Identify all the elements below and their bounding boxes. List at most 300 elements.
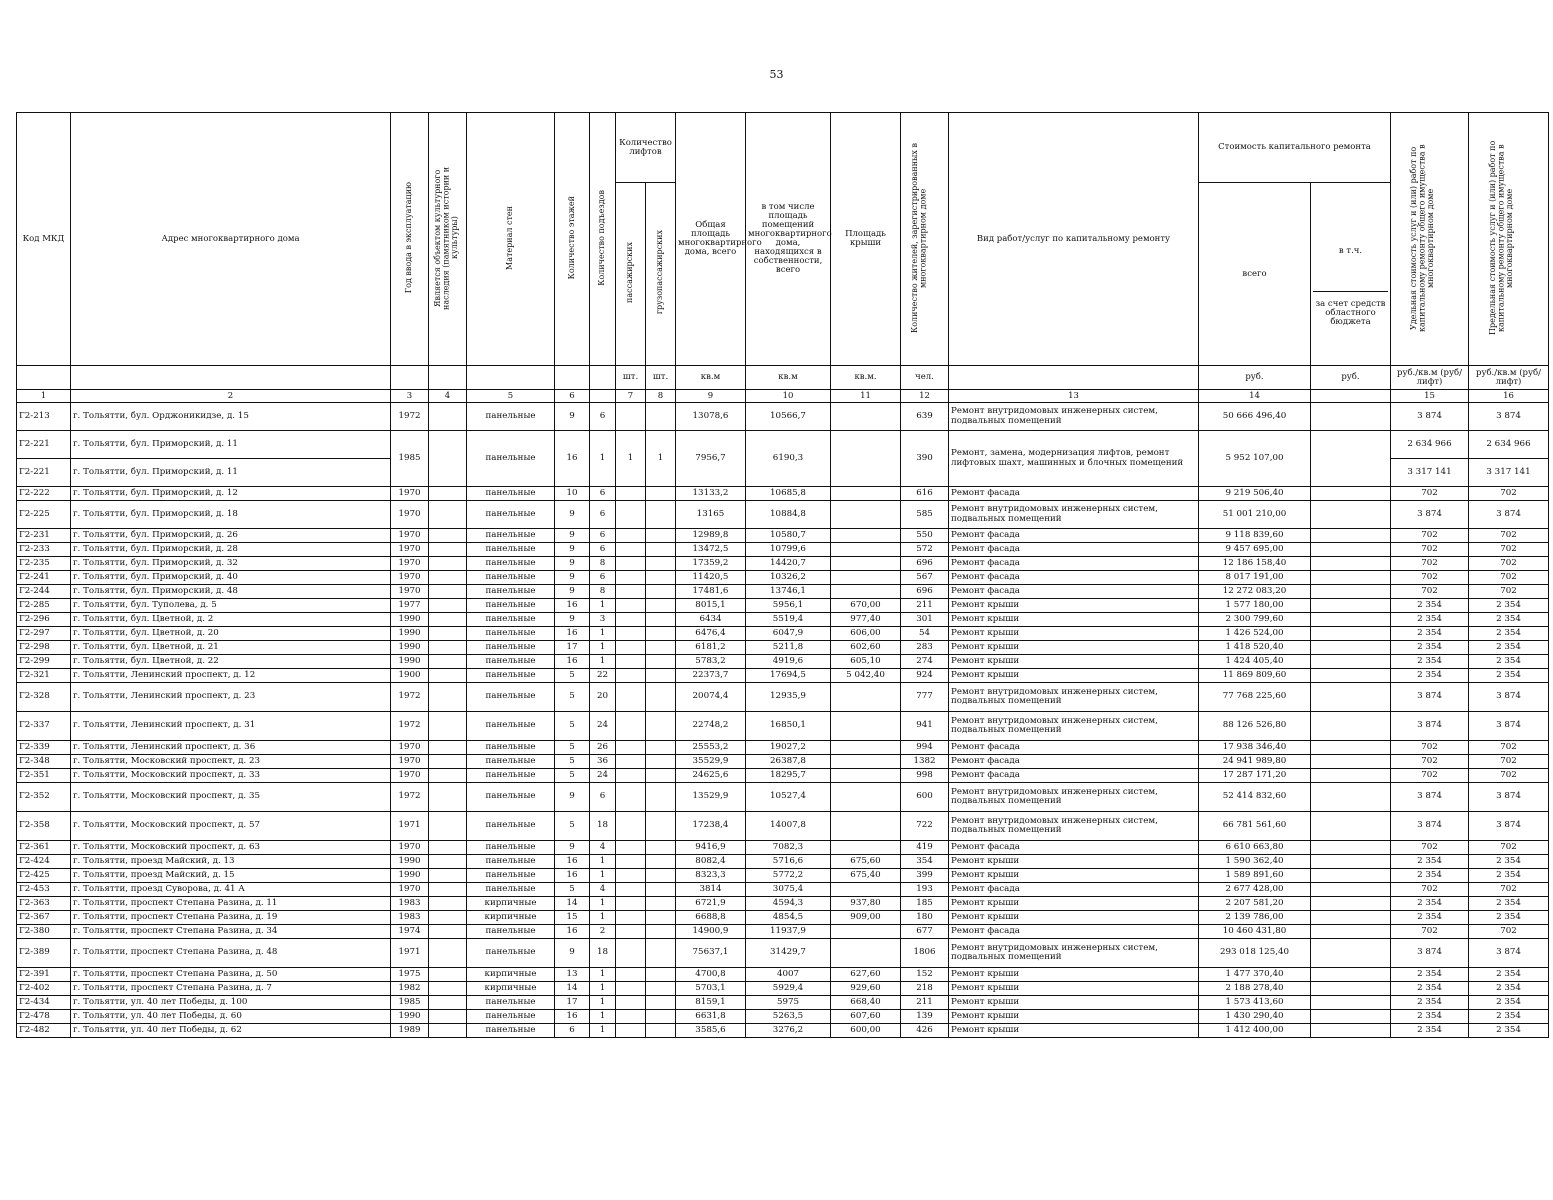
area-owned-cell: 10685,8 <box>746 487 831 501</box>
area-total-cell: 22373,7 <box>676 669 746 683</box>
cost-regional-cell <box>1311 783 1391 812</box>
lifts-passenger-cell <box>616 543 646 557</box>
lifts-cargo-cell <box>646 783 676 812</box>
year-cell: 1990 <box>391 855 429 869</box>
area-owned-cell: 10884,8 <box>746 501 831 529</box>
table-row <box>17 883 1549 897</box>
address-cell: г. Тольятти, Московский проспект, д. 23 <box>71 755 391 769</box>
unit-cost-cell: 702 <box>1391 741 1469 755</box>
max-cost-cell: 2 354 <box>1469 641 1549 655</box>
header-year: Год ввода в эксплуатацию <box>404 181 414 294</box>
heritage-cell <box>429 996 467 1010</box>
area-owned-cell: 5211,8 <box>746 641 831 655</box>
code-cell: Г2-424 <box>17 855 71 869</box>
area-owned-cell: 10566,7 <box>746 403 831 431</box>
unit-cost-cell: 702 <box>1391 883 1469 897</box>
residents-cell: 218 <box>901 982 949 996</box>
roof-area-cell <box>831 883 901 897</box>
max-cost-cell: 702 <box>1469 755 1549 769</box>
area-total-cell: 75637,1 <box>676 939 746 968</box>
residents-cell: 722 <box>901 812 949 841</box>
lifts-passenger-cell <box>616 712 646 741</box>
cost-regional-cell <box>1311 431 1391 487</box>
column-number: 8 <box>646 390 676 403</box>
area-total-cell: 3585,6 <box>676 1024 746 1038</box>
column-number: 9 <box>676 390 746 403</box>
area-total-cell: 11420,5 <box>676 571 746 585</box>
floors-cell: 9 <box>555 613 590 627</box>
area-total-cell: 7956,7 <box>676 431 746 487</box>
unit-cost-cell: 702 <box>1391 571 1469 585</box>
max-cost-cell: 702 <box>1469 529 1549 543</box>
year-cell: 1990 <box>391 655 429 669</box>
cost-total-cell: 1 430 290,40 <box>1199 1010 1311 1024</box>
cost-regional-cell <box>1311 925 1391 939</box>
table-row <box>17 769 1549 783</box>
cost-regional-cell <box>1311 855 1391 869</box>
code-cell: Г2-221 <box>17 459 71 487</box>
address-cell: г. Тольятти, бул. Туполева, д. 5 <box>71 599 391 613</box>
work-type-cell: Ремонт крыши <box>949 627 1199 641</box>
cost-total-cell: 9 219 506,40 <box>1199 487 1311 501</box>
year-cell: 1971 <box>391 939 429 968</box>
lifts-cargo-cell <box>646 487 676 501</box>
lifts-cargo-cell <box>646 543 676 557</box>
work-type-cell: Ремонт внутридомовых инженерных систем, подвальных помещений <box>949 501 1199 529</box>
area-owned-cell: 6047,9 <box>746 627 831 641</box>
lifts-passenger-cell <box>616 599 646 613</box>
year-cell: 1970 <box>391 769 429 783</box>
residents-cell: 567 <box>901 571 949 585</box>
material-cell: панельные <box>467 599 555 613</box>
area-owned-cell: 6190,3 <box>746 431 831 487</box>
residents-cell: 354 <box>901 855 949 869</box>
year-cell: 1977 <box>391 599 429 613</box>
material-cell: панельные <box>467 431 555 487</box>
material-cell: панельные <box>467 403 555 431</box>
code-cell: Г2-222 <box>17 487 71 501</box>
lifts-passenger-cell <box>616 869 646 883</box>
address-cell: г. Тольятти, Ленинский проспект, д. 36 <box>71 741 391 755</box>
floors-cell: 5 <box>555 755 590 769</box>
year-cell: 1970 <box>391 571 429 585</box>
heritage-cell <box>429 543 467 557</box>
floors-cell: 17 <box>555 641 590 655</box>
address-cell: г. Тольятти, проспект Степана Разина, д. 50 <box>71 968 391 982</box>
heritage-cell <box>429 641 467 655</box>
year-cell: 1971 <box>391 812 429 841</box>
code-cell: Г2-380 <box>17 925 71 939</box>
heritage-cell <box>429 403 467 431</box>
max-cost-cell: 2 354 <box>1469 1024 1549 1038</box>
material-cell: панельные <box>467 613 555 627</box>
work-type-cell: Ремонт крыши <box>949 641 1199 655</box>
area-total-cell: 5703,1 <box>676 982 746 996</box>
code-cell: Г2-391 <box>17 968 71 982</box>
heritage-cell <box>429 1024 467 1038</box>
lifts-cargo-cell <box>646 1024 676 1038</box>
roof-area-cell <box>831 769 901 783</box>
residents-cell: 283 <box>901 641 949 655</box>
table-row <box>17 783 1549 812</box>
cost-regional-cell <box>1311 812 1391 841</box>
heritage-cell <box>429 599 467 613</box>
entrances-cell: 18 <box>590 939 616 968</box>
floors-cell: 9 <box>555 939 590 968</box>
floors-cell: 5 <box>555 883 590 897</box>
header-lifts-passenger: пассажирских <box>625 242 635 304</box>
area-total-cell: 20074,4 <box>676 683 746 712</box>
max-cost-cell: 702 <box>1469 487 1549 501</box>
max-cost-cell: 3 874 <box>1469 783 1549 812</box>
heritage-cell <box>429 557 467 571</box>
area-owned-cell: 5956,1 <box>746 599 831 613</box>
lifts-cargo-cell <box>646 897 676 911</box>
lifts-cargo-cell <box>646 641 676 655</box>
area-owned-cell: 4919,6 <box>746 655 831 669</box>
roof-area-cell <box>831 841 901 855</box>
cost-total-cell: 24 941 989,80 <box>1199 755 1311 769</box>
column-number <box>1311 390 1391 403</box>
column-number: 7 <box>616 390 646 403</box>
lifts-passenger-cell <box>616 585 646 599</box>
table-row <box>17 925 1549 939</box>
cost-total-cell: 1 589 891,60 <box>1199 869 1311 883</box>
table-row <box>17 1010 1549 1024</box>
address-cell: г. Тольятти, Московский проспект, д. 57 <box>71 812 391 841</box>
work-type-cell: Ремонт крыши <box>949 869 1199 883</box>
units-row <box>17 366 1549 390</box>
unit-cost-cell: 2 354 <box>1391 641 1469 655</box>
max-cost-cell: 702 <box>1469 543 1549 557</box>
column-numbers-row <box>17 390 1549 403</box>
floors-cell: 5 <box>555 683 590 712</box>
address-cell: г. Тольятти, проспект Степана Разина, д. 48 <box>71 939 391 968</box>
heritage-cell <box>429 883 467 897</box>
cost-total-cell: 2 139 786,00 <box>1199 911 1311 925</box>
year-cell: 1982 <box>391 982 429 996</box>
cost-regional-cell <box>1311 487 1391 501</box>
residents-cell: 696 <box>901 557 949 571</box>
work-type-cell: Ремонт внутридомовых инженерных систем, подвальных помещений <box>949 783 1199 812</box>
year-cell: 1990 <box>391 627 429 641</box>
code-cell: Г2-298 <box>17 641 71 655</box>
code-cell: Г2-361 <box>17 841 71 855</box>
unit-cost-cell: 3 874 <box>1391 712 1469 741</box>
residents-cell: 185 <box>901 897 949 911</box>
residents-cell: 301 <box>901 613 949 627</box>
roof-area-cell: 5 042,40 <box>831 669 901 683</box>
column-number: 5 <box>467 390 555 403</box>
material-cell: панельные <box>467 571 555 585</box>
residents-cell: 274 <box>901 655 949 669</box>
address-cell: г. Тольятти, бул. Приморский, д. 18 <box>71 501 391 529</box>
column-number: 15 <box>1391 390 1469 403</box>
cost-total-cell: 6 610 663,80 <box>1199 841 1311 855</box>
table-row <box>17 641 1549 655</box>
max-cost-cell: 702 <box>1469 585 1549 599</box>
unit-cost-cell: 2 354 <box>1391 1010 1469 1024</box>
max-cost-cell: 2 354 <box>1469 613 1549 627</box>
header-material: Материал стен <box>505 205 515 270</box>
table-row <box>17 869 1549 883</box>
entrances-cell: 20 <box>590 683 616 712</box>
area-owned-cell: 4854,5 <box>746 911 831 925</box>
floors-cell: 16 <box>555 925 590 939</box>
area-owned-cell: 5929,4 <box>746 982 831 996</box>
year-cell: 1970 <box>391 543 429 557</box>
unit-cost-cell: 2 354 <box>1391 897 1469 911</box>
unit-cost-cell: 2 354 <box>1391 669 1469 683</box>
lifts-cargo-cell <box>646 911 676 925</box>
max-cost-cell: 3 874 <box>1469 712 1549 741</box>
address-cell: г. Тольятти, бул. Приморский, д. 12 <box>71 487 391 501</box>
heritage-cell <box>429 585 467 599</box>
year-cell: 1900 <box>391 669 429 683</box>
address-cell: г. Тольятти, бул. Приморский, д. 40 <box>71 571 391 585</box>
cost-regional-cell <box>1311 939 1391 968</box>
roof-area-cell <box>831 557 901 571</box>
table-row <box>17 501 1549 529</box>
year-cell: 1972 <box>391 783 429 812</box>
work-type-cell: Ремонт фасада <box>949 585 1199 599</box>
heritage-cell <box>429 655 467 669</box>
area-owned-cell: 10527,4 <box>746 783 831 812</box>
lifts-cargo-cell <box>646 529 676 543</box>
table-row <box>17 585 1549 599</box>
area-owned-cell: 31429,7 <box>746 939 831 968</box>
year-cell: 1975 <box>391 968 429 982</box>
year-cell: 1990 <box>391 613 429 627</box>
header-address: Адрес многоквартирного дома <box>71 113 391 366</box>
work-type-cell: Ремонт крыши <box>949 911 1199 925</box>
area-owned-cell: 26387,8 <box>746 755 831 769</box>
max-cost-cell: 702 <box>1469 769 1549 783</box>
column-number: 1 <box>17 390 71 403</box>
residents-cell: 399 <box>901 869 949 883</box>
code-cell: Г2-297 <box>17 627 71 641</box>
unit-cost-cell: 2 354 <box>1391 911 1469 925</box>
material-cell: панельные <box>467 1010 555 1024</box>
floors-cell: 14 <box>555 982 590 996</box>
lifts-cargo-cell <box>646 925 676 939</box>
heritage-cell <box>429 1010 467 1024</box>
lifts-cargo-cell <box>646 996 676 1010</box>
year-cell: 1985 <box>391 431 429 487</box>
floors-cell: 9 <box>555 557 590 571</box>
cost-total-cell: 1 426 524,00 <box>1199 627 1311 641</box>
floors-cell: 9 <box>555 529 590 543</box>
cost-total-cell: 1 573 413,60 <box>1199 996 1311 1010</box>
max-cost-cell: 2 354 <box>1469 655 1549 669</box>
cost-total-cell: 1 590 362,40 <box>1199 855 1311 869</box>
lifts-passenger-cell <box>616 501 646 529</box>
floors-cell: 16 <box>555 869 590 883</box>
work-type-cell: Ремонт крыши <box>949 982 1199 996</box>
cost-total-cell: 12 186 158,40 <box>1199 557 1311 571</box>
year-cell: 1972 <box>391 683 429 712</box>
max-cost-cell: 2 354 <box>1469 669 1549 683</box>
heritage-cell <box>429 939 467 968</box>
entrances-cell: 1 <box>590 855 616 869</box>
residents-cell: 941 <box>901 712 949 741</box>
work-type-cell: Ремонт крыши <box>949 669 1199 683</box>
cost-regional-cell <box>1311 968 1391 982</box>
material-cell: панельные <box>467 557 555 571</box>
cost-total-cell: 50 666 496,40 <box>1199 403 1311 431</box>
address-cell: г. Тольятти, ул. 40 лет Победы, д. 100 <box>71 996 391 1010</box>
lifts-cargo-cell <box>646 883 676 897</box>
area-owned-cell: 5716,6 <box>746 855 831 869</box>
material-cell: панельные <box>467 627 555 641</box>
code-cell: Г2-425 <box>17 869 71 883</box>
year-cell: 1985 <box>391 996 429 1010</box>
heritage-cell <box>429 741 467 755</box>
cost-regional-cell <box>1311 712 1391 741</box>
work-type-cell: Ремонт крыши <box>949 613 1199 627</box>
cost-total-cell: 2 188 278,40 <box>1199 982 1311 996</box>
area-total-cell: 9416,9 <box>676 841 746 855</box>
area-total-cell: 13165 <box>676 501 746 529</box>
max-cost-cell: 2 354 <box>1469 982 1549 996</box>
work-type-cell: Ремонт крыши <box>949 655 1199 669</box>
work-type-cell: Ремонт фасада <box>949 755 1199 769</box>
lifts-cargo-cell <box>646 599 676 613</box>
header-area-owned: в том числе площадь помещений многоквартирного дома, находящихся в собственности, всего <box>746 113 831 366</box>
work-type-cell: Ремонт внутридомовых инженерных систем, подвальных помещений <box>949 812 1199 841</box>
address-cell: г. Тольятти, проспект Степана Разина, д. 11 <box>71 897 391 911</box>
roof-area-cell: 627,60 <box>831 968 901 982</box>
roof-area-cell <box>831 501 901 529</box>
cost-regional-cell <box>1311 1024 1391 1038</box>
material-cell: панельные <box>467 741 555 755</box>
floors-cell: 9 <box>555 543 590 557</box>
work-type-cell: Ремонт крыши <box>949 599 1199 613</box>
max-cost-cell: 2 354 <box>1469 1010 1549 1024</box>
entrances-cell: 26 <box>590 741 616 755</box>
area-total-cell: 35529,9 <box>676 755 746 769</box>
work-type-cell: Ремонт фасада <box>949 769 1199 783</box>
table-row <box>17 982 1549 996</box>
residents-cell: 585 <box>901 501 949 529</box>
work-type-cell: Ремонт фасада <box>949 543 1199 557</box>
heritage-cell <box>429 627 467 641</box>
table-row <box>17 755 1549 769</box>
heritage-cell <box>429 487 467 501</box>
code-cell: Г2-235 <box>17 557 71 571</box>
area-owned-cell: 5519,4 <box>746 613 831 627</box>
cost-total-cell: 2 207 581,20 <box>1199 897 1311 911</box>
lifts-passenger-cell <box>616 641 646 655</box>
code-cell: Г2-348 <box>17 755 71 769</box>
column-number: 16 <box>1469 390 1549 403</box>
material-cell: панельные <box>467 812 555 841</box>
heritage-cell <box>429 683 467 712</box>
code-cell: Г2-402 <box>17 982 71 996</box>
max-cost-cell: 2 354 <box>1469 869 1549 883</box>
table-row <box>17 683 1549 712</box>
year-cell: 1970 <box>391 557 429 571</box>
residents-cell: 139 <box>901 1010 949 1024</box>
unit-cell: руб./кв.м (руб/лифт) <box>1391 366 1469 390</box>
address-cell: г. Тольятти, бул. Приморский, д. 32 <box>71 557 391 571</box>
table-row <box>17 939 1549 968</box>
material-cell: панельные <box>467 869 555 883</box>
lifts-cargo-cell <box>646 841 676 855</box>
column-number: 2 <box>71 390 391 403</box>
code-cell: Г2-213 <box>17 403 71 431</box>
area-owned-cell: 18295,7 <box>746 769 831 783</box>
floors-cell: 14 <box>555 897 590 911</box>
floors-cell: 16 <box>555 599 590 613</box>
work-type-cell: Ремонт внутридомовых инженерных систем, подвальных помещений <box>949 712 1199 741</box>
code-cell: Г2-351 <box>17 769 71 783</box>
floors-cell: 9 <box>555 783 590 812</box>
address-cell: г. Тольятти, Ленинский проспект, д. 31 <box>71 712 391 741</box>
lifts-cargo-cell <box>646 755 676 769</box>
lifts-passenger-cell <box>616 769 646 783</box>
max-cost-cell: 702 <box>1469 883 1549 897</box>
max-cost-cell: 702 <box>1469 557 1549 571</box>
entrances-cell: 6 <box>590 571 616 585</box>
table-row <box>17 741 1549 755</box>
area-owned-cell: 10580,7 <box>746 529 831 543</box>
address-cell: г. Тольятти, бул. Орджоникидзе, д. 15 <box>71 403 391 431</box>
year-cell: 1970 <box>391 755 429 769</box>
roof-area-cell <box>831 755 901 769</box>
entrances-cell: 8 <box>590 585 616 599</box>
table-row <box>17 855 1549 869</box>
table-row <box>17 841 1549 855</box>
residents-cell: 924 <box>901 669 949 683</box>
material-cell: кирпичные <box>467 982 555 996</box>
cost-total-cell: 10 460 431,80 <box>1199 925 1311 939</box>
lifts-passenger-cell <box>616 996 646 1010</box>
header-entrances: Количество подъездов <box>597 189 607 286</box>
material-cell: панельные <box>467 487 555 501</box>
cost-total-cell: 1 418 520,40 <box>1199 641 1311 655</box>
unit-cost-cell: 3 874 <box>1391 501 1469 529</box>
entrances-cell: 24 <box>590 769 616 783</box>
work-type-cell: Ремонт фасада <box>949 741 1199 755</box>
roof-area-cell <box>831 925 901 939</box>
floors-cell: 5 <box>555 712 590 741</box>
year-cell: 1972 <box>391 403 429 431</box>
roof-area-cell: 675,40 <box>831 869 901 883</box>
address-cell: г. Тольятти, бул. Цветной, д. 21 <box>71 641 391 655</box>
year-cell: 1970 <box>391 487 429 501</box>
entrances-cell: 4 <box>590 841 616 855</box>
table-row <box>17 613 1549 627</box>
header-residents: Количество жителей, зарегистрированных в многоквартирном доме <box>909 142 927 333</box>
lifts-passenger-cell <box>616 487 646 501</box>
cost-regional-cell <box>1311 627 1391 641</box>
residents-cell: 152 <box>901 968 949 982</box>
residents-cell: 600 <box>901 783 949 812</box>
entrances-cell: 36 <box>590 755 616 769</box>
unit-cost-cell: 3 874 <box>1391 783 1469 812</box>
address-cell: г. Тольятти, ул. 40 лет Победы, д. 62 <box>71 1024 391 1038</box>
cost-total-cell: 1 577 180,00 <box>1199 599 1311 613</box>
heritage-cell <box>429 897 467 911</box>
unit-cost-cell: 702 <box>1391 557 1469 571</box>
lifts-cargo-cell <box>646 982 676 996</box>
address-cell: г. Тольятти, бул. Приморский, д. 48 <box>71 585 391 599</box>
area-total-cell: 22748,2 <box>676 712 746 741</box>
work-type-cell: Ремонт крыши <box>949 1010 1199 1024</box>
cost-total-cell: 52 414 832,60 <box>1199 783 1311 812</box>
cost-total-cell: 2 677 428,00 <box>1199 883 1311 897</box>
